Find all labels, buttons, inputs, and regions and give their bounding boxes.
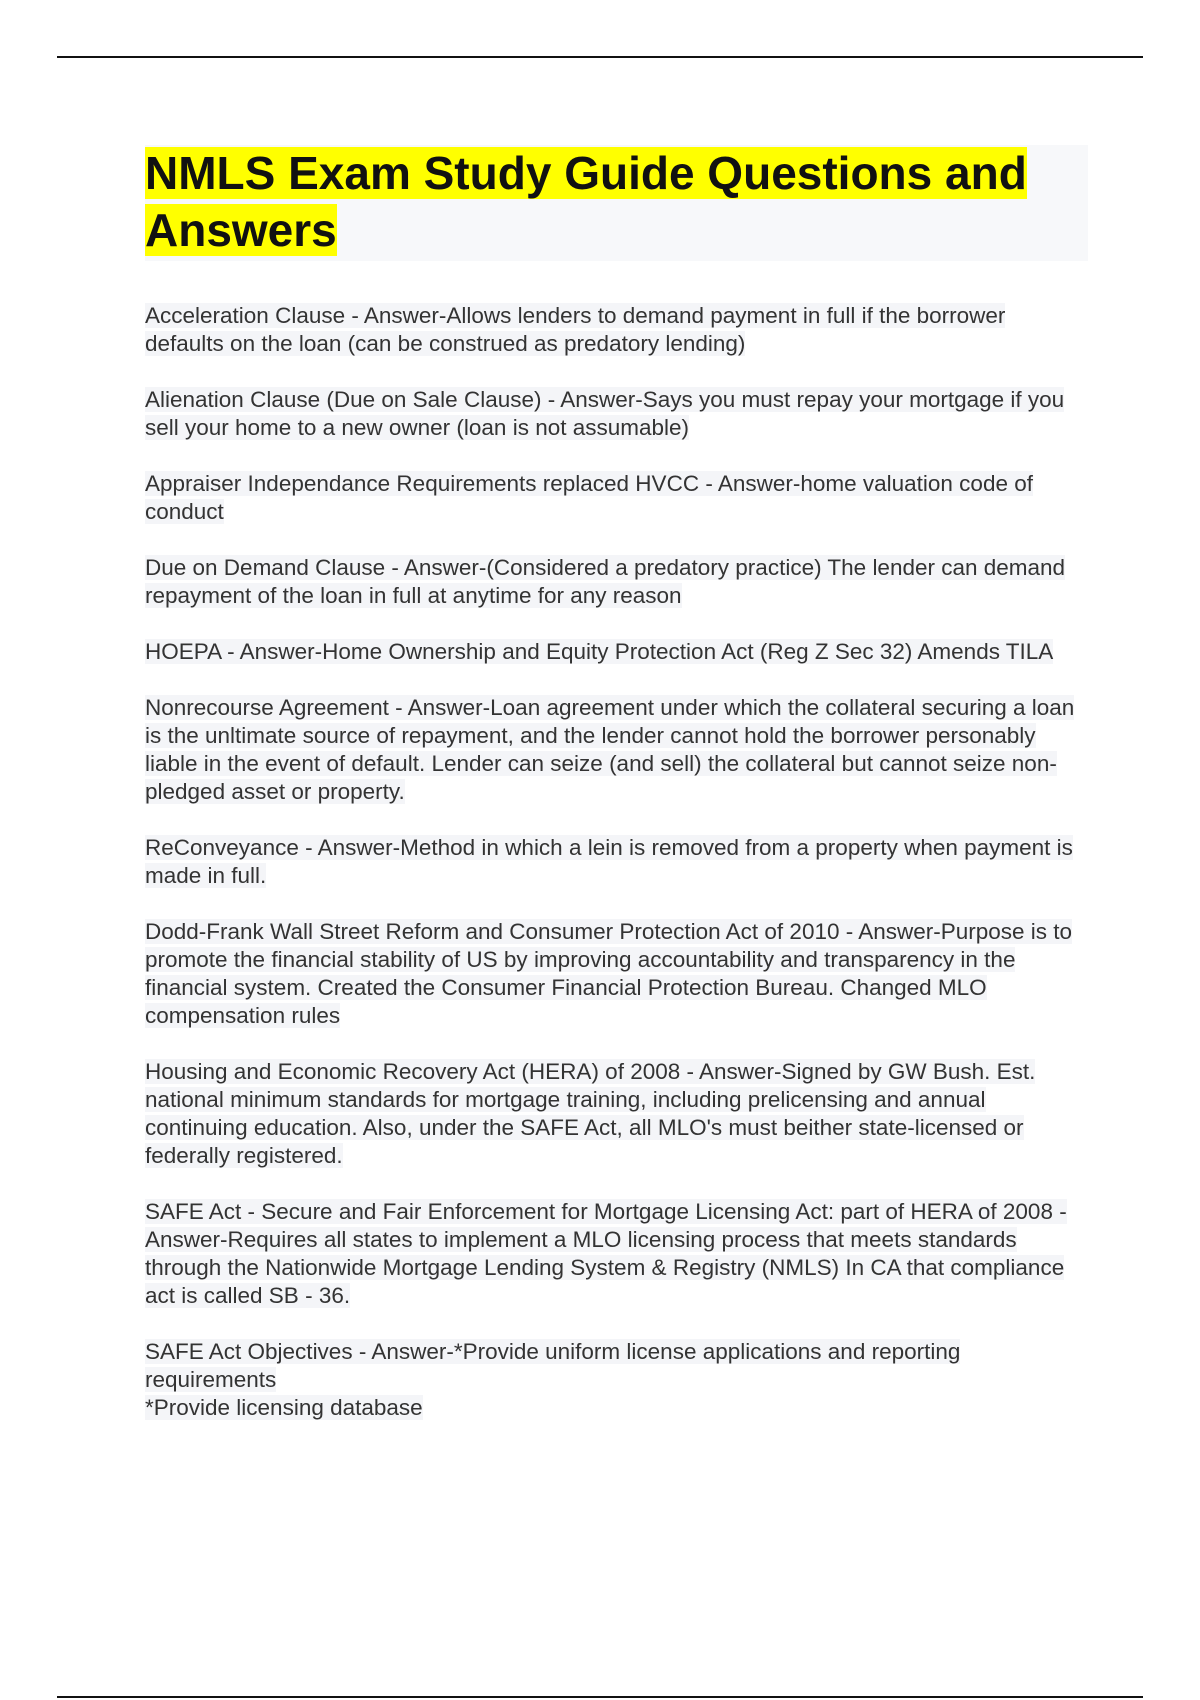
qa-entry-dodd-frank bbox=[145, 918, 1085, 1030]
qa-entry-appraiser-independance bbox=[145, 470, 1085, 526]
page-title bbox=[145, 145, 1088, 259]
qa-entry-text: SAFE Act - Secure and Fair Enforcement for Mortgage Licensing Act: part of HERA of 2008 - Answer-Requires all states to implement a MLO licensing process that meets standards through the Nationwide Mortgage Lending System & Registry (NMLS) In CA that compliance act is called SB - 36. bbox=[145, 1199, 1067, 1308]
qa-entry-text: Appraiser Independance Requirements replaced HVCC - Answer-home valuation code of conduct bbox=[145, 471, 1033, 524]
qa-entry-text: Nonrecourse Agreement - Answer-Loan agreement under which the collateral securing a loan is the unltimate source of repayment, and the lender cannot hold the borrower personably liable in the event of default. Lender can seize (and sell) the collateral but cannot seize non-pledged asset or property. bbox=[145, 695, 1075, 804]
page-title-text: NMLS Exam Study Guide Questions and Answers bbox=[145, 147, 1027, 256]
qa-entry-text: HOEPA - Answer-Home Ownership and Equity Protection Act (Reg Z Sec 32) Amends TILA bbox=[145, 639, 1054, 664]
qa-entry-acceleration-clause bbox=[145, 302, 1085, 358]
qa-entry-hera bbox=[145, 1058, 1085, 1170]
title-block bbox=[145, 145, 1088, 261]
qa-entry-alienation-clause bbox=[145, 386, 1085, 442]
qa-entry-text: Acceleration Clause - Answer-Allows lenders to demand payment in full if the borrower defaults on the loan (can be construed as predatory lending) bbox=[145, 303, 1006, 356]
qa-entry-text: SAFE Act Objectives - Answer-*Provide uniform license applications and reporting requirements *Provide licensing database bbox=[145, 1339, 961, 1420]
bottom-rule bbox=[57, 1696, 1143, 1698]
qa-entry-nonrecourse-agreement bbox=[145, 694, 1085, 806]
qa-entry-text: Dodd-Frank Wall Street Reform and Consumer Protection Act of 2010 - Answer-Purpose is to promote the financial stability of US by improving accountability and transparency in the financial system. Created the Consumer Financial Protection Bureau. Changed MLO compensation rules bbox=[145, 919, 1073, 1028]
qa-entry-text: Alienation Clause (Due on Sale Clause) - Answer-Says you must repay your mortgage if you sell your home to a new owner (loan is not assumable) bbox=[145, 387, 1065, 440]
qa-entry-text: Due on Demand Clause - Answer-(Considered a predatory practice) The lender can demand repayment of the loan in full at anytime for any reason bbox=[145, 555, 1066, 608]
top-rule bbox=[57, 56, 1143, 58]
qa-entry-safe-act bbox=[145, 1198, 1085, 1310]
qa-entry-reconveyance bbox=[145, 834, 1085, 890]
qa-entry-hoepa bbox=[145, 638, 1085, 666]
qa-entry-safe-act-objectives bbox=[145, 1338, 1085, 1422]
qa-entry-due-on-demand bbox=[145, 554, 1085, 610]
qa-entry-text: ReConveyance - Answer-Method in which a lein is removed from a property when payment is made in full. bbox=[145, 835, 1073, 888]
qa-list bbox=[145, 302, 1085, 1450]
qa-entry-text: Housing and Economic Recovery Act (HERA) of 2008 - Answer-Signed by GW Bush. Est. national minimum standards for mortgage training, including prelicensing and annual continuing education. Also, under the SAFE Act, all MLO's must beither state-licensed or federally registered. bbox=[145, 1059, 1036, 1168]
